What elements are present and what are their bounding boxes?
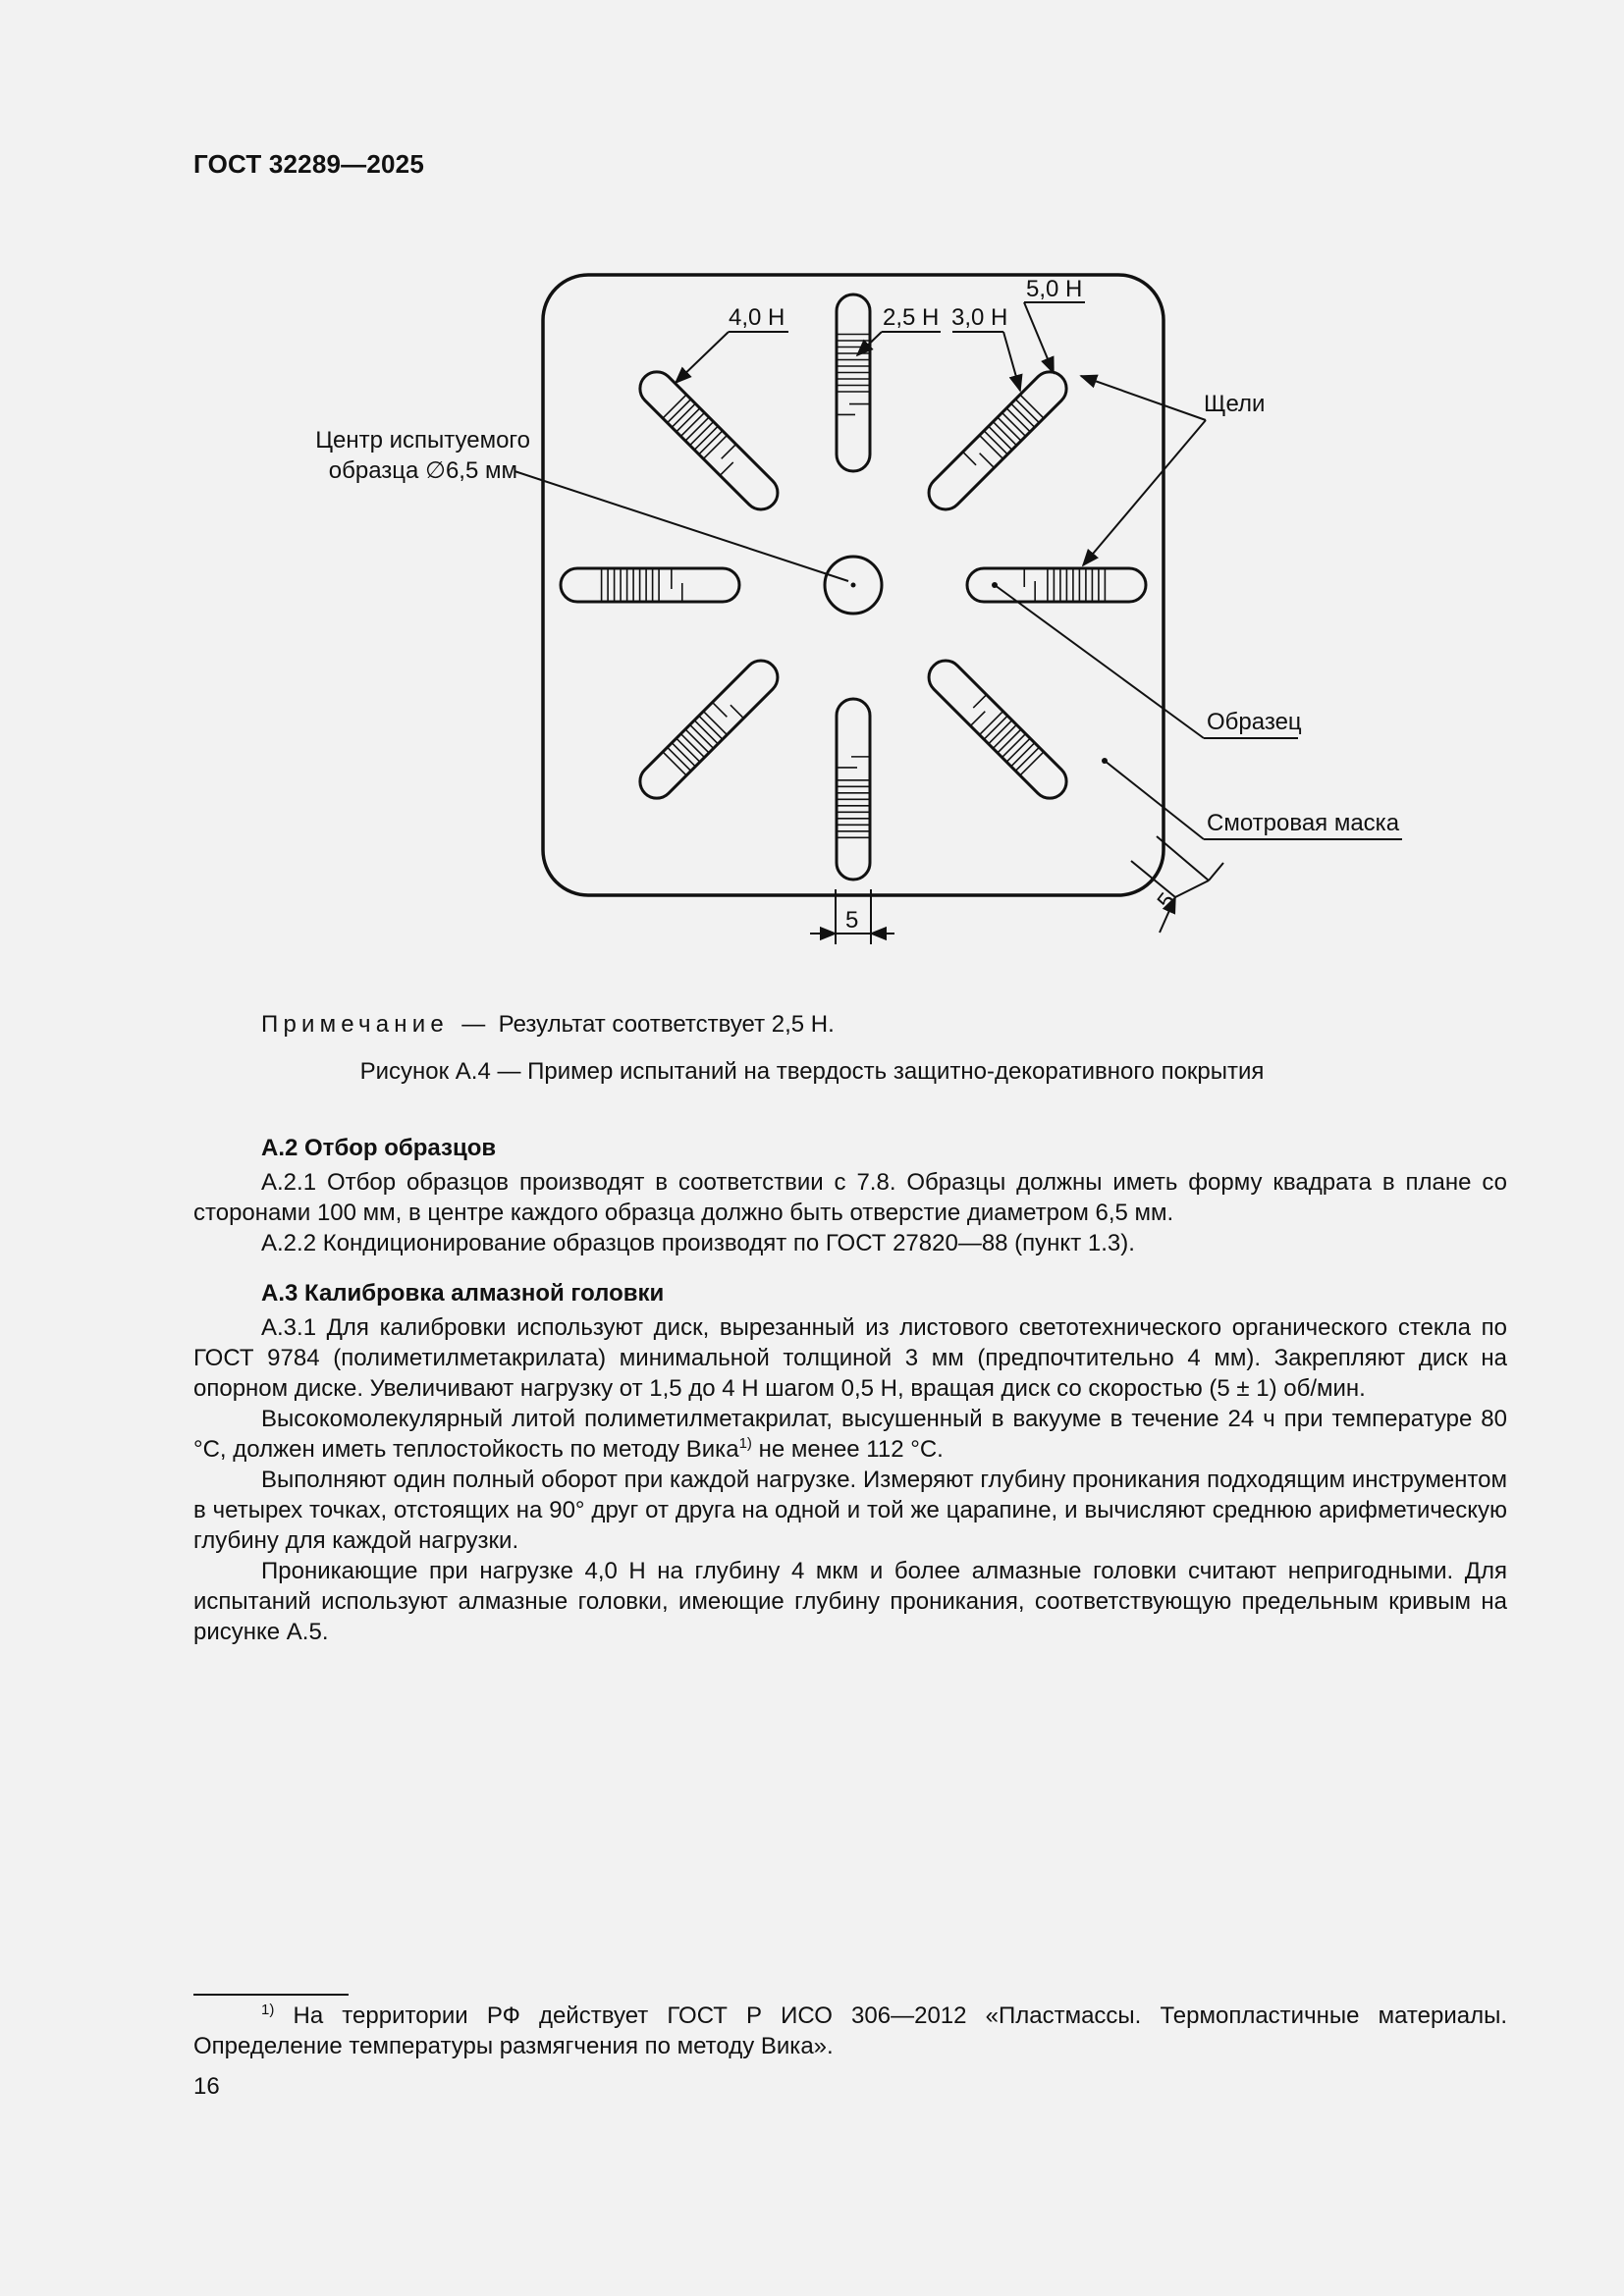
footnote-marker: 1): [261, 2002, 275, 2018]
slot-bottom: [837, 699, 870, 880]
label-slots: Щели: [1204, 391, 1266, 417]
section-a2: [193, 1133, 1507, 1258]
page-number: 16: [193, 2073, 220, 2100]
heading-a3: А.3 Калибровка алмазной головки: [261, 1280, 665, 1307]
label-load-2-5: 2,5 Н: [883, 304, 940, 331]
slot-bottom-right: [922, 654, 1073, 805]
paragraph-a2-2: А.2.2 Кондиционирование образцов производят по ГОСТ 27820—88 (пункт 1.3).: [261, 1230, 1135, 1256]
paragraph-a3-2: [193, 1404, 1507, 1465]
label-load-5-0: 5,0 Н: [1026, 276, 1083, 302]
label-load-4-0: 4,0 Н: [729, 304, 785, 331]
figure-a4-diagram: [0, 0, 1624, 982]
footnote-text: На территории РФ действует ГОСТ Р ИСО 306—2012 «Пластмассы. Термопластичные материалы. Определение температуры размягчения по методу Вика».: [193, 2002, 1507, 2059]
slot-left: [561, 568, 739, 602]
label-center-line2: образца ∅6,5 мм: [328, 457, 517, 484]
label-dim-diag: 5: [1152, 887, 1181, 915]
paragraph-a3-4: Проникающие при нагрузке 4,0 Н на глубину 4 мкм и более алмазные головки считают непригодными. Для испытаний используют алмазные головки, имеющие глубину проникания, соответствующую предельным кривым на рисунке А.5.: [193, 1558, 1507, 1645]
section-a3: [193, 1278, 1507, 1647]
paragraph-a3-2-text: Высокомолекулярный литой полиметилметакрилат, высушенный в вакууме в течение 24 ч при температуре 80 °С, должен иметь теплостойкость по методу Вика: [193, 1406, 1507, 1463]
label-sample: Образец: [1207, 709, 1302, 735]
figure-caption: Рисунок А.4 — Пример испытаний на твердость защитно-декоративного покрытия: [359, 1058, 1265, 1085]
document-header: ГОСТ 32289—2025: [193, 149, 424, 179]
footnote-ref[interactable]: 1): [738, 1435, 752, 1452]
label-dim-bottom: 5: [845, 907, 859, 934]
slot-top: [837, 294, 870, 471]
paragraph-a3-1: А.3.1 Для калибровки используют диск, вырезанный из листового светотехнического органического стекла по ГОСТ 9784 (полиметилметакрилата) минимальной толщиной 3 мм (предпочтительно 4 мм). Закрепляют диск на опорном диске. Увеличивают нагрузку от 1,5 до 4 Н шагом 0,5 Н, вращая диск со скоростью (5 ± 1) об/мин.: [193, 1314, 1507, 1402]
paragraph-a2-1: А.2.1 Отбор образцов производят в соответствии с 7.8. Образцы должны иметь форму квадрата в плане со сторонами 100 мм, в центре каждого образца должно быть отверстие диаметром 6,5 мм.: [193, 1169, 1507, 1226]
note-text: Результат соответствует 2,5 Н.: [498, 1011, 835, 1038]
heading-a2: А.2 Отбор образцов: [261, 1135, 497, 1161]
note-dash: —: [461, 1011, 486, 1038]
label-center-line1: Центр испытуемого: [315, 427, 530, 454]
footnote-divider: [193, 1994, 349, 1996]
paragraph-a3-3: Выполняют один полный оборот при каждой нагрузке. Измеряют глубину проникания подходящим инструментом в четырех точках, отстоящих на 90° друг от друга на одной и той же царапине, и вычисляют среднюю арифметическую глубину для каждой нагрузки.: [193, 1467, 1507, 1554]
footnote: [193, 2001, 1507, 2061]
slot-top-left: [633, 365, 785, 516]
label-load-3-0: 3,0 Н: [951, 304, 1008, 331]
slot-top-right: [922, 365, 1073, 516]
paragraph-a3-2-end: не менее 112 °С.: [751, 1436, 944, 1463]
label-mask: Смотровая маска: [1207, 810, 1400, 836]
slot-bottom-left: [633, 654, 785, 805]
figure-note: [261, 1011, 835, 1039]
note-label: Примечание: [261, 1011, 449, 1038]
